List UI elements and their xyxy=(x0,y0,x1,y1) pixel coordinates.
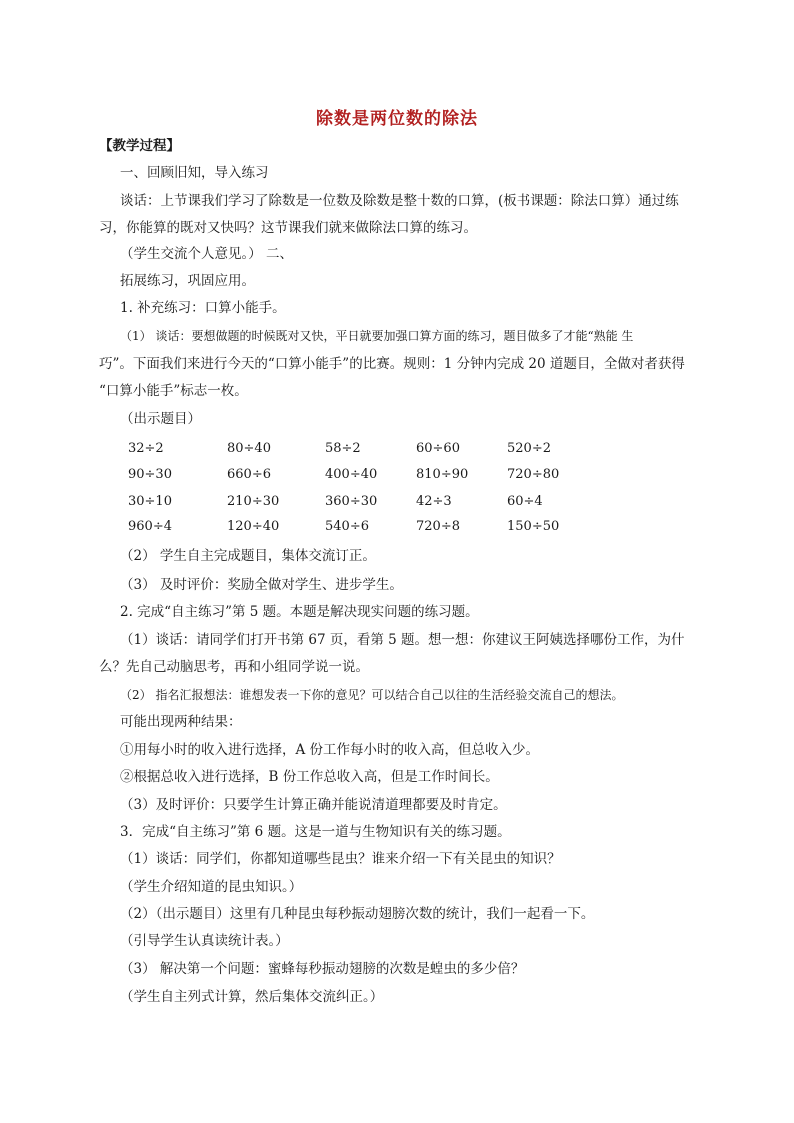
problem-cell: 42÷3 xyxy=(416,494,452,509)
text-line: 3．完成“自主练习”第 6 题。这是一道与生物知识有关的练习题。 xyxy=(120,824,511,840)
problem-cell: 150÷50 xyxy=(507,519,560,534)
problem-cell: 720÷80 xyxy=(507,467,560,482)
text-line: （2）（出示题目）这里有几种昆虫每秒振动翅膀次数的统计，我们一起看一下。 xyxy=(120,906,595,922)
document-title: 除数是两位数的除法 xyxy=(316,109,478,129)
text-line: （1）谈话：同学们，你都知道哪些昆虫？谁来介绍一下有关昆虫的知识？ xyxy=(120,851,561,867)
text-line: 拓展练习，巩固应用。 xyxy=(120,273,255,289)
problem-cell: 30÷10 xyxy=(128,494,172,509)
text-line: 一、回顾旧知，导入练习 xyxy=(120,165,269,181)
text-line: 1. 补充练习：口算小能手。 xyxy=(120,300,286,316)
text-line: （2） 指名汇报想法：谁想发表一下你的意见？可以结合自己以往的生活经验交流自己的想法。 xyxy=(120,688,624,702)
problem-cell: 32÷2 xyxy=(128,441,164,456)
problem-cell: 60÷4 xyxy=(507,494,543,509)
text-line: 可能出现两种结果： xyxy=(120,714,242,730)
text-line: ①用每小时的收入进行选择，A 份工作每小时的收入高，但总收入少。 xyxy=(120,742,540,758)
problem-cell: 60÷60 xyxy=(416,441,460,456)
text-line: 习，你能算的既对又快吗？这节课我们就来做除法口算的练习。 xyxy=(99,220,477,236)
text-line: ②根据总收入进行选择，B 份工作总收入高，但是工作时间长。 xyxy=(120,769,499,785)
problem-cell: 660÷6 xyxy=(227,467,271,482)
section-heading: 【教学过程】 xyxy=(99,138,180,154)
problem-cell: 960÷4 xyxy=(128,519,172,534)
text-line: （2） 学生自主完成题目，集体交流订正。 xyxy=(120,548,376,564)
text-line: （1） 谈话：要想做题的时候既对又快，平日就要加强口算方面的练习，题目做多了才能“熟能 生 xyxy=(120,329,634,343)
problem-cell: 520÷2 xyxy=(507,441,551,456)
text-line: （1）谈话：请同学们打开书第 67 页，看第 5 题。想一想：你建议王阿姨选择哪份工作，为什 xyxy=(120,632,685,648)
text-line: 么？先自己动脑思考，再和小组同学说一说。 xyxy=(99,659,369,675)
problem-cell: 360÷30 xyxy=(325,494,378,509)
problem-cell: 120÷40 xyxy=(227,519,280,534)
text-line: （学生介绍知道的昆虫知识。） xyxy=(120,879,303,895)
problem-cell: 90÷30 xyxy=(128,467,172,482)
text-line: （3） 及时评价：奖励全做对学生、进步学生。 xyxy=(120,577,403,593)
text-line: “口算小能手”标志一枚。 xyxy=(99,383,248,399)
text-line: （出示题目） xyxy=(120,411,201,427)
problem-cell: 80÷40 xyxy=(227,441,271,456)
text-line: 2. 完成“自主练习”第 5 题。本题是解决现实问题的练习题。 xyxy=(120,604,479,620)
text-line: （学生自主列式计算，然后集体交流纠正。） xyxy=(120,989,384,1005)
text-line: （学生交流个人意见。） 二、 xyxy=(120,246,294,262)
problem-cell: 720÷8 xyxy=(416,519,460,534)
text-line: 谈话：上节课我们学习了除数是一位数及除数是整十数的口算，(板书课题：除法口算）通过练 xyxy=(120,193,679,209)
text-line: （3） 解决第一个问题：蜜蜂每秒振动翅膀的次数是蝗虫的多少倍？ xyxy=(120,961,525,977)
text-line: （引导学生认真读统计表。） xyxy=(120,933,289,949)
text-line: 巧”。下面我们来进行今天的“口算小能手”的比赛。规则：1 分钟内完成 20 道题目，全做对者获得 xyxy=(99,356,685,372)
text-line: （3）及时评价：只要学生计算正确并能说清道理都要及时肯定。 xyxy=(120,797,507,813)
problem-cell: 540÷6 xyxy=(325,519,369,534)
problem-cell: 400÷40 xyxy=(325,467,378,482)
problem-cell: 810÷90 xyxy=(416,467,469,482)
problem-cell: 58÷2 xyxy=(325,441,361,456)
problem-cell: 210÷30 xyxy=(227,494,280,509)
